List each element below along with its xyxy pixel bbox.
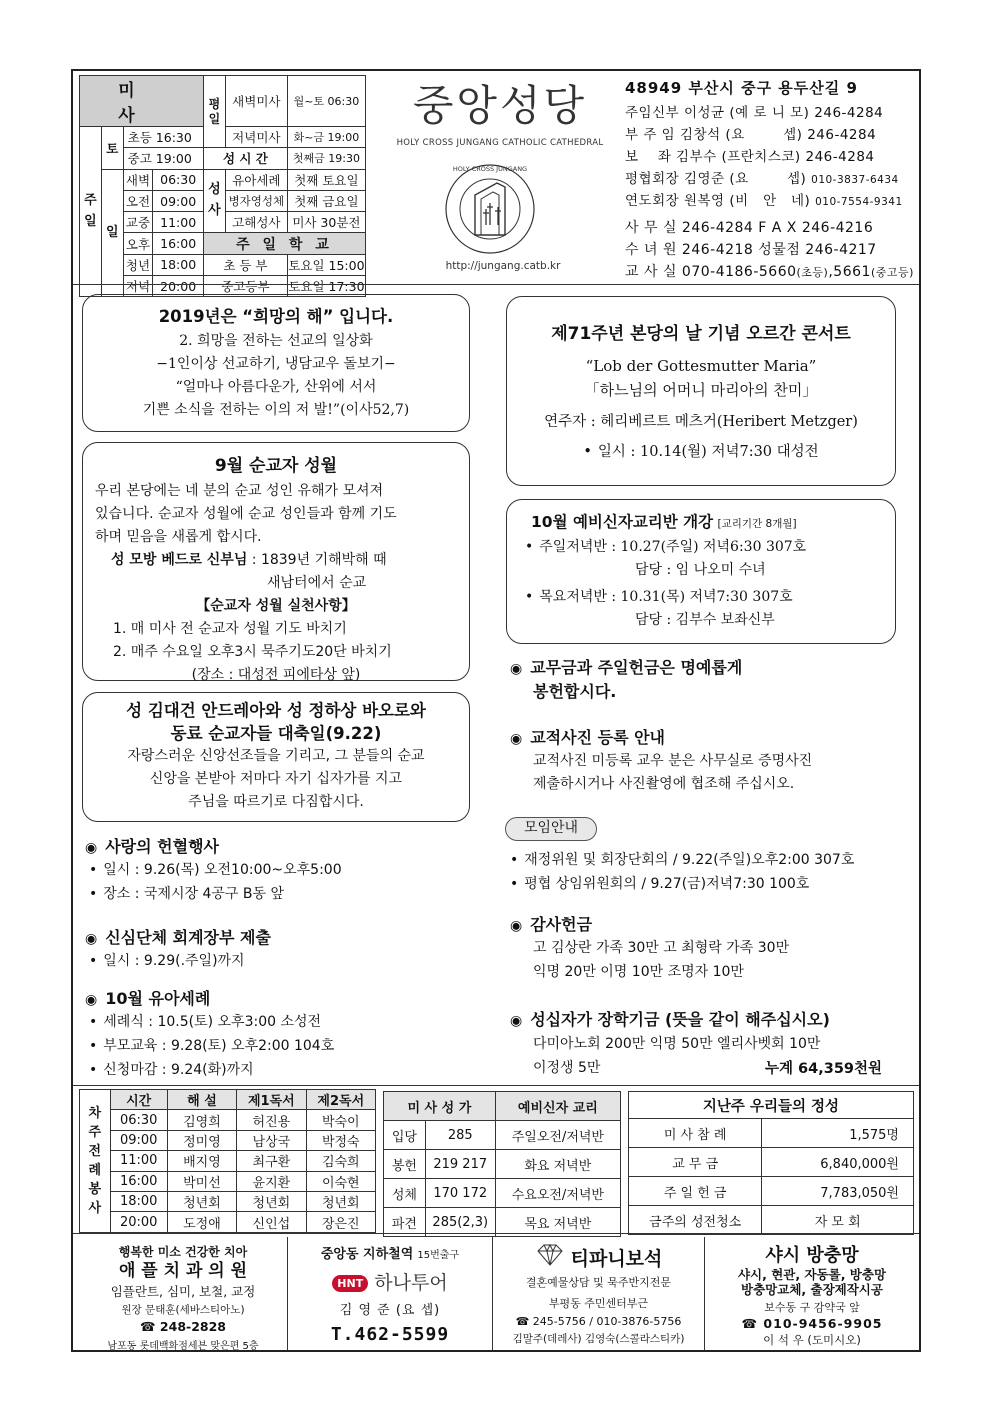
infant-baptism-title: ◉ 10월 유아세례 <box>85 989 211 1008</box>
hymn-table <box>383 1091 621 1237</box>
sun-mass-time: 06:30 <box>153 169 204 190</box>
blood-donation-date: • 일시 : 9.26(목) 오전10:00~오후5:00 <box>89 859 342 879</box>
martyrs-practice-title: 【순교자 성월 실천사항】 <box>196 598 356 614</box>
church-english-name: HOLY CROSS JUNGANG CATHOLIC CATHEDRAL <box>396 138 604 148</box>
concert-performer: 연주자 : 헤리베르트 메츠거(Heribert Metzger) <box>544 414 858 430</box>
church-seal-icon <box>435 159 545 259</box>
parish-photo-title: ◉ 교적사진 등록 안내 <box>510 728 666 747</box>
dues-title-2: 봉헌합시다. <box>533 682 617 701</box>
sacrament-name: 병자영성체 <box>225 190 287 211</box>
saturday-label: 토 <box>101 127 123 170</box>
sacrament-name: 유아세례 <box>225 169 287 190</box>
scholarship-text: 이정생 5만 <box>533 1060 601 1076</box>
hnt-logo-icon: HNT <box>332 1275 368 1292</box>
table-row: 주 일 헌 금 7,783,050원 <box>629 1177 914 1206</box>
table-row: 금주의 성전청소 자 모 회 <box>629 1206 914 1235</box>
martyrs-text: 하며 믿음을 새롭게 합시다. <box>95 529 262 545</box>
parish-photo-text: 제출하시거나 사진촬영에 협조해 주십시오. <box>533 776 795 792</box>
table-row: 미 사 참 례 1,575명 <box>629 1119 914 1148</box>
weekday-mass-time: 월~토 06:30 <box>287 76 365 127</box>
feast-text: 자랑스러운 신앙선조들을 기리고, 그 분들의 순교 <box>127 748 425 764</box>
hope-line: 2. 희망을 전하는 선교의 일상화 <box>179 333 373 349</box>
school-name: 중고등부 <box>204 276 288 297</box>
church-url: http://jungang.catb.kr <box>445 260 561 272</box>
offering-table <box>628 1091 914 1235</box>
feast-title: 동료 순교자들 대축일(9.22) <box>170 724 382 743</box>
table-header: 미 사 성 가 <box>384 1092 496 1121</box>
sun-mass-time: 11:00 <box>153 212 204 233</box>
sacrament-time: 첫째 금요일 <box>287 190 365 211</box>
bullet-target-icon: ◉ <box>510 661 523 677</box>
dues-title: ◉ 교무금과 주일헌금은 명예롭게 <box>510 658 743 677</box>
catechumen-sunday: • 주일저녁반 : 10.27(주일) 저녁6:30 307호 <box>525 536 895 559</box>
ledger-date: • 일시 : 9.29(.주일)까지 <box>89 950 245 970</box>
first-friday-time: 첫째금 19:30 <box>287 148 365 169</box>
weekday-mass-time: 화~금 19:00 <box>287 127 365 148</box>
bottom-divider <box>73 1085 919 1086</box>
catechumen-class-box <box>506 499 896 644</box>
sacrament-label: 성사 <box>204 169 226 233</box>
sun-mass-name: 오전 <box>123 190 153 211</box>
concert-piece: “Lob der Gottesmutter Maria” <box>585 357 817 375</box>
office-phone: 사 무 실 246-4284 F A X 246-4216 <box>625 220 874 236</box>
table-row: 06:30 김영희 허진용 박숙이 <box>80 1110 376 1130</box>
martyrs-text: 있습니다. 순교자 성월에 순교 성인들과 함께 기도 <box>95 506 397 522</box>
parish-photo-text: 교적사진 미등록 교우 분은 사무실로 증명사진 <box>533 753 813 769</box>
martyrs-saint-desc: 새남터에서 순교 <box>267 575 367 591</box>
ledger-title: ◉ 신심단체 회계장부 제출 <box>85 928 271 947</box>
bullet-target-icon: ◉ <box>510 1013 523 1029</box>
martyrs-practice: 1. 매 미사 전 순교자 성월 기도 바치기 <box>113 621 347 637</box>
bulletin-page <box>71 69 921 1352</box>
blood-donation-place: • 장소 : 국제시장 4공구 B동 앞 <box>89 883 284 903</box>
organ-concert-box <box>506 296 896 486</box>
weekday-mass-name: 저녁미사 <box>225 127 287 148</box>
feast-text: 신앙을 본받아 저마다 자기 십자가를 지고 <box>149 771 403 787</box>
blood-donation-title: ◉ 사랑의 헌혈행사 <box>85 837 219 856</box>
concert-piece-korean: 「하느님의 어머니 마리아의 찬미」 <box>584 381 818 399</box>
martyrs-saint: 성 모방 베드로 신부님 : 1839년 기해박해 때 <box>111 552 387 568</box>
hope-line: −1인이상 선교하기, 냉담교우 돌보기− <box>156 356 396 372</box>
svg-text:HOLY CROSS JUNGANG: HOLY CROSS JUNGANG <box>452 165 528 173</box>
school-time: 토요일 17:30 <box>287 276 365 297</box>
hope-line: 기쁜 소식을 전하는 이의 저 발!”(이사52,7) <box>142 402 410 418</box>
sun-mass-name: 새벽 <box>123 169 153 190</box>
teacher-room-phone: 교 사 실 070-4186-5660(초등),5661(중고등) <box>625 264 914 280</box>
header-divider <box>73 284 919 285</box>
ad-tiffany-jewelry: 티파니보석 결혼예물상담 및 묵주반지전문 부평동 주민센터부근 ☎ 245-5756 / 010-3876-5756 김말주(데레사) 김영숙(스콜라스티카) <box>493 1237 705 1350</box>
first-friday-label: 성 시 간 <box>204 148 288 169</box>
mass-schedule-table <box>79 75 366 297</box>
bullet-target-icon: ◉ <box>85 931 98 947</box>
weekday-mass-name: 새벽미사 <box>225 76 287 127</box>
feast-title: 성 김대건 안드레아와 성 정하상 바오로와 <box>126 701 426 720</box>
mass-title: 미 사 <box>80 76 204 127</box>
concert-date: • 일시 : 10.14(월) 저녁7:30 대성전 <box>507 440 895 464</box>
meeting-item: • 재정위원 및 회장단회의 / 9.22(주일)오후2:00 307호 <box>510 849 854 869</box>
sacrament-name: 고해성사 <box>225 212 287 233</box>
table-header: 제2독서 <box>306 1090 375 1110</box>
catechumen-teacher: 담당 : 임 나오미 수녀 <box>635 562 766 578</box>
catechumen-thursday: • 목요저녁반 : 10.31(목) 저녁7:30 307호 <box>525 586 895 609</box>
table-row: 18:00 청년회 청년회 청년회 <box>80 1191 376 1211</box>
scholarship-title: ◉ 성십자가 장학기금 (뜻을 같이 해주십시오) <box>510 1010 830 1029</box>
ad-window-screen: 샤시 방충망 샤시, 현관, 자동롤, 방충망 방충망교체, 출장제작시공 보수동 구 감약국 앞 ☎ 010-9456-9905 이 석 우 (도미시오) <box>737 1245 887 1347</box>
sun-mass-time: 16:00 <box>153 233 204 254</box>
table-row: 입당 285 주일오전/저녁반 <box>384 1121 621 1150</box>
bullet-target-icon: ◉ <box>510 731 523 747</box>
sat-mass-1: 초등 16:30 <box>123 127 203 148</box>
martyrs-title: 9월 순교자 성월 <box>214 456 338 476</box>
thanks-offering-text: 고 김상란 가족 30만 고 최형락 가족 30만 <box>533 940 790 956</box>
martyrs-text: 우리 본당에는 네 분의 순교 성인 유해가 모셔져 <box>95 483 384 499</box>
sacrament-time: 첫째 토요일 <box>287 169 365 190</box>
meeting-item: • 평협 상임위원회의 / 9.27(금)저녁7:30 100호 <box>510 873 809 893</box>
staff-row: 보 좌 김부수 (프란치스코) 246-4284 <box>625 149 875 165</box>
liturgy-service-table <box>79 1089 376 1233</box>
sacrament-time: 미사 30분전 <box>287 212 365 233</box>
bullet-target-icon: ◉ <box>510 918 523 934</box>
sun-mass-name: 청년 <box>123 254 153 275</box>
table-row: 파견 285(2,3) 목요 저녁반 <box>384 1208 621 1237</box>
scholarship-total: 누계 64,359천원 <box>765 1061 883 1077</box>
hope-year-box <box>82 294 470 432</box>
sun-mass-time: 18:00 <box>153 254 204 275</box>
concert-title: 제71주년 본당의 날 기념 오르간 콘서트 <box>551 324 851 344</box>
martyrs-practice: (장소 : 대성전 피에타상 앞) <box>191 667 361 683</box>
table-row: 교 무 금 6,840,000원 <box>629 1148 914 1177</box>
ads-divider <box>73 1233 919 1234</box>
school-time: 토요일 15:00 <box>287 254 365 275</box>
baptism-line: • 세례식 : 10.5(토) 오후3:00 소성전 <box>89 1011 321 1031</box>
table-row: 20:00 도정애 신인섭 장은진 <box>80 1212 376 1232</box>
sunday-label: 주일 <box>80 127 102 297</box>
martyrs-month-box <box>82 442 470 681</box>
offering-title: 지난주 우리들의 정성 <box>629 1092 914 1119</box>
table-header: 제1독서 <box>237 1090 306 1110</box>
convent-phone: 수 녀 원 246-4218 성물점 246-4217 <box>625 242 877 258</box>
feast-text: 주님을 따르기로 다짐합시다. <box>188 794 364 810</box>
sun-mass-time: 09:00 <box>153 190 204 211</box>
table-row: 16:00 박미선 윤지환 이숙현 <box>80 1171 376 1191</box>
table-row: 11:00 배지영 최구환 김숙희 <box>80 1151 376 1171</box>
thanks-offering-title: ◉ 감사헌금 <box>510 915 593 934</box>
meetings-label: 모임안내 <box>505 817 597 841</box>
table-row: 09:00 정미영 남상국 박정숙 <box>80 1130 376 1150</box>
sun-mass-name: 교중 <box>123 212 153 233</box>
scholarship-text: 다미아노회 200만 익명 50만 엘리사벳회 10만 <box>533 1036 821 1052</box>
liturgy-side-label: 차주전례봉사 <box>80 1090 111 1233</box>
school-name: 초 등 부 <box>204 254 288 275</box>
baptism-line: • 부모교육 : 9.28(토) 오후2:00 104호 <box>89 1035 334 1055</box>
table-header: 해 설 <box>167 1090 236 1110</box>
weekday-label: 평일 <box>204 76 226 148</box>
ad-hanatour: 중앙동 지하철역 15번출구 HNT 하나투어 김 영 준 (요 셉) T.462-5599 <box>288 1237 493 1350</box>
martyrs-practice: 2. 매주 수요일 오후3시 묵주기도20단 바치기 <box>113 644 392 660</box>
hope-title: 2019년은 “희망의 해” 입니다. <box>158 307 394 326</box>
sun-mass-time: 20:00 <box>153 276 204 297</box>
hope-line: “얼마나 아름다운가, 산위에 서서 <box>175 379 377 395</box>
bullet-target-icon: ◉ <box>85 840 98 856</box>
staff-row: 주임신부 이성균 (예 로 니 모) 246-4284 <box>625 105 884 121</box>
staff-row: 부 주 임 김창석 (요 셉) 246-4284 <box>625 127 877 143</box>
table-row: 봉헌 219 217 화요 저녁반 <box>384 1150 621 1179</box>
table-header: 시간 <box>110 1090 167 1110</box>
bullet-target-icon: ◉ <box>85 992 98 1008</box>
diamond-icon <box>535 1243 565 1271</box>
ad-dental-clinic: 행복한 미소 건강한 치아 애 플 치 과 의 원 임플란트, 심미, 보철, 교정 원장 문태훈(세바스티아노) ☎ 248-2828 남포동 롯데백화점세븐 맞은편 5층 <box>79 1237 288 1350</box>
staff-row: 연도회장 원복영 (비 안 네) 010-7554-9341 <box>625 193 903 209</box>
sat-mass-2: 중고 19:00 <box>123 148 203 169</box>
sunday-label-2: 일 <box>101 169 123 297</box>
sun-mass-name: 저녁 <box>123 276 153 297</box>
baptism-line: • 신청마감 : 9.24(화)까지 <box>89 1059 254 1079</box>
table-header: 예비신자 교리 <box>495 1092 620 1121</box>
staff-row: 평협회장 김영준 (요 셉) 010-3837-6434 <box>625 171 899 187</box>
church-address: 48949 부산시 중구 용두산길 9 <box>625 79 858 97</box>
catechumen-teacher: 담당 : 김부수 보좌신부 <box>635 612 775 628</box>
sun-mass-name: 오후 <box>123 233 153 254</box>
feast-day-box <box>82 692 470 822</box>
table-row: 성체 170 172 수요오전/저녁반 <box>384 1179 621 1208</box>
sunday-school-title: 주 일 학 교 <box>204 233 366 254</box>
church-name: 중앙성당 <box>412 81 588 130</box>
catechumen-title: 10월 예비신자교리반 개강 [교리기간 8개월] <box>531 513 797 531</box>
thanks-offering-text: 익명 20만 이명 10만 조명자 10만 <box>533 964 744 980</box>
